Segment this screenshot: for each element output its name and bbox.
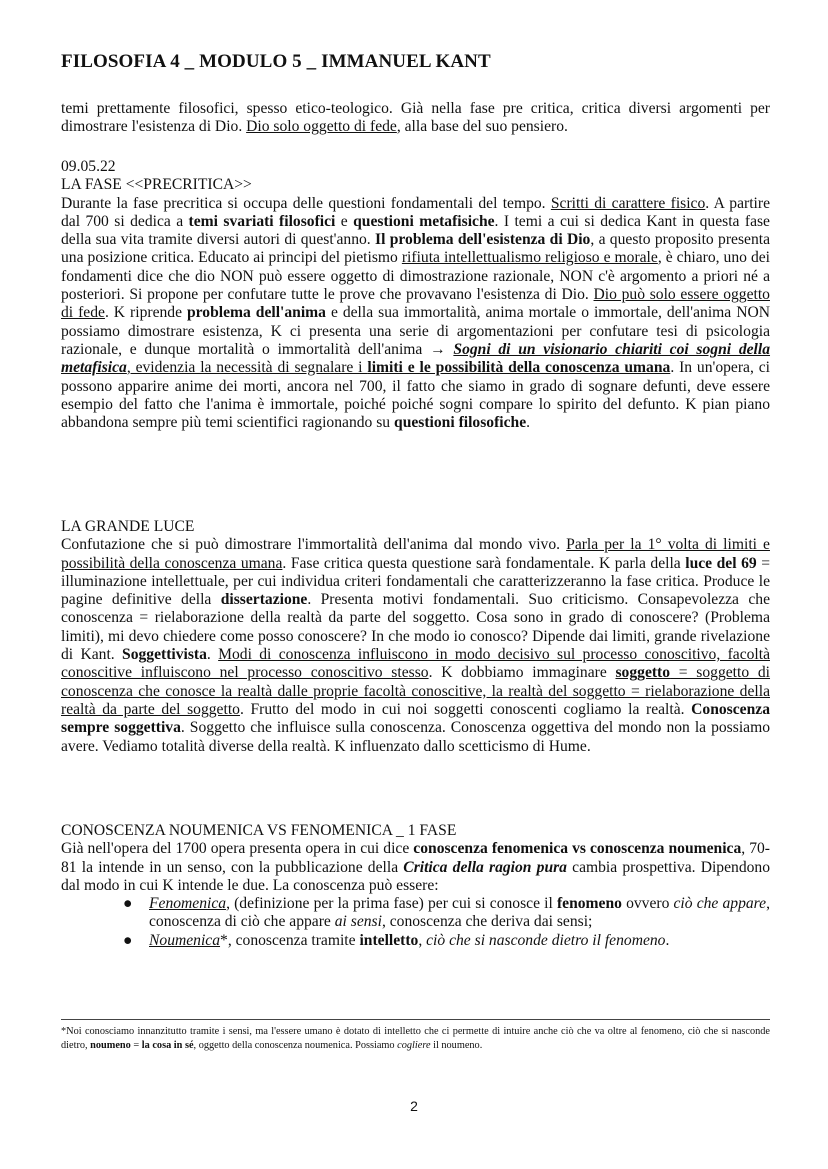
list-item: ● Noumenica*, conoscenza tramite intelletto, ciò che si nasconde dietro il fenomeno. [123,931,670,949]
document-title: FILOSOFIA 4 _ MODULO 5 _ IMMANUEL KANT [61,51,491,72]
section-precritica [61,158,770,432]
section-date: 09.05.22 [61,158,116,175]
section-heading: CONOSCENZA NOUMENICA VS FENOMENICA _ 1 FASE [61,822,457,839]
section-grande-luce [61,518,770,756]
bullet-icon: ● [123,931,133,949]
footnote: *Noi conosciamo innanzitutto tramite i sensi, ma l'essere umano è dotato di intelletto che ci permette di intuire anche ciò che va oltre al fenomeno, ciò che si nasconde dietro, noumeno = la cosa in sé, oggetto della conoscenza noumenica. Possiamo cogliere il noumeno. [61,1026,770,1051]
work-title: Critica della ragion pura [403,858,567,876]
section-paragraph: Durante la fase precritica si occupa delle questioni fondamentali del tempo. Scritti di carattere fisico. A partire dal 700 si dedica a temi svariati filosofici e questioni metafisiche. I temi a cui si dedica Kant in questa fase della sua vita tramite diversi autori di quest'anno. Il problema dell'esistenza di Dio, a questo proposito presenta una posizione critica. Educato ai principi del pietismo rifiuta intellettualismo religioso e morale, è chiaro, uno dei fondamenti dice che dio NON può essere oggetto di dimostrazione razionale, NON c'è argomento a priori né a posteriori. Si propone per confutare tutte le prove che provavano l'esistenza di Dio. Dio può solo essere oggetto di fede. K riprende problema dell'anima e della sua immortalità, anima mortale o immortale, dell'anima NON possiamo dimostrare esistenza, K ci presenta una serie di argomentazioni per confutare tesi di psicologia razionale, e dunque mortalità o immortalità dell'anima → Sogni di un visionario chiariti coi sogni della metafisica, evidenzia la necessità di segnalare i limiti e le possibilità della conoscenza umana. In un'opera, ci possono apparire anime dei morti, ancora nel 700, il fatto che siamo in grado di sognare defunti, deve essere esempio del fatto che l'anima è immortale, poiché poiché sogni compare lo spirito del defunto. K pian piano abbandona sempre più temi scientifici ragionando su questioni filosofiche. [61,194,771,432]
footnote-divider [61,1019,770,1020]
section-paragraph: Confutazione che si può dimostrare l'immortalità dell'anima dal mondo vivo. Parla per la 1° volta di limiti e possibilità della conoscenza umana. Fase critica questa questione sarà fondamentale. K parla della luce del 69 = illuminazione intellettuale, per cui individua criteri fondamentali che caratterizzeranno la fase critica. Produce le pagine definitive della dissertazione. Presenta motivi fondamentali. Suo criticismo. Consapevolezza che conoscenza = rielaborazione della realtà da parte del soggetto. Cosa sono in grado di conoscere? (Problema limiti), mi devo chiedere come posso conoscere? In che modo io conosco? Dipende dai limiti, grande rivelazione di Kant. Soggettivista. Modi di conoscenza influiscono in modo decisivo sul processo conoscitivo, facoltà conoscitive influiscono nel processo conoscitivo stesso. K dobbiamo immaginare soggetto = soggetto di conoscenza che conosce la realtà dalle proprie facoltà conoscitive, la realtà del soggetto = rielaborazione della realtà da parte del soggetto. Frutto del modo in cui noi soggetti conoscenti cogliamo la realtà. Conoscenza sempre soggettiva. Soggetto che influisce sulla conoscenza. Conoscenza oggettiva del mondo non la possiamo avere. Vediamo totalità diverse della realtà. K influenzato dallo scetticismo di Hume. [61,536,771,755]
section-paragraph: Già nell'opera del 1700 opera presenta opera in cui dice conoscenza fenomenica vs conoscenza noumenica, 70-81 la intende in un senso, con la pubblicazione della Critica della ragion pura cambia prospettiva. Dipendono dal modo in cui K intende le due. La conoscenza può essere: [61,840,771,894]
work-title: Sogni di un visionario chiariti coi sogni della metafisica [61,340,771,377]
bullet-list [61,895,770,950]
bullet-icon: ● [123,895,133,913]
list-item: ● Fenomenica, (definizione per la prima fase) per cui si conosce il fenomeno ovvero ciò che appare, conoscenza di ciò che appare ai sensi, conoscenza che deriva dai sensi; [123,895,770,931]
section-noumenica-fenomenica [61,822,770,950]
page-number: 2 [410,1098,418,1114]
section-heading: LA GRANDE LUCE [61,518,195,535]
underlined-phrase: Dio solo oggetto di fede [246,118,397,136]
section-heading: LA FASE <<PRECRITICA>> [61,176,252,194]
intro-paragraph: temi prettamente filosofici, spesso etico-teologico. Già nella fase pre critica, critica diversi argomenti per dimostrare l'esistenza di Dio. Dio solo oggetto di fede, alla base del suo pensiero. [61,100,770,136]
